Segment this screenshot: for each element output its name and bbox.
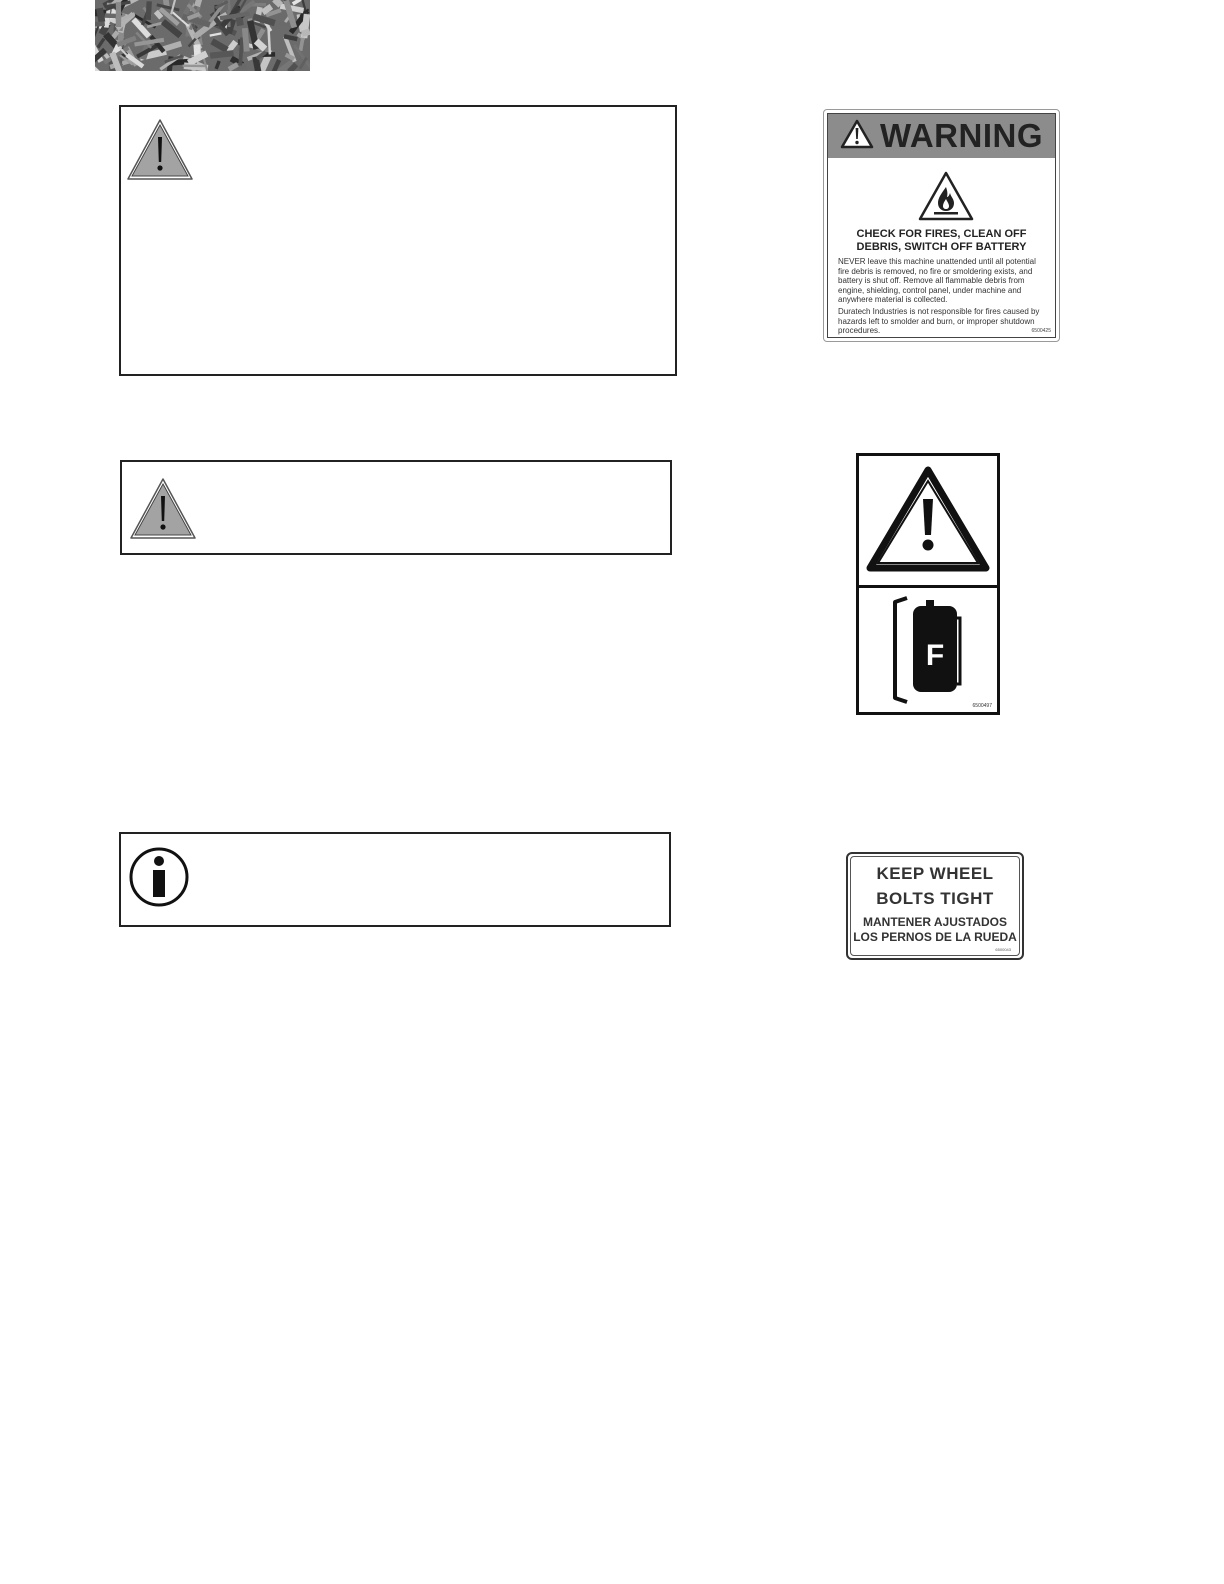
decal-title-line-2: DEBRIS, SWITCH OFF BATTERY <box>856 241 1027 253</box>
decal-body-paragraph: Duratech Industries is not responsible for fires caused by hazards left to smolder and burn, or improper shutdown procedures. <box>838 306 1040 336</box>
information-icon <box>128 846 190 908</box>
warning-triangle-icon <box>125 117 195 183</box>
fire-extinguisher-decal <box>856 453 1000 715</box>
decal-body-paragraph: NEVER leave this machine unattended until all potential fire debris is removed, no fire or smoldering exists, and battery is shut off. Remove all flammable debris from engine, shielding, control panel, under machine and anywhere material is collected. <box>838 257 1036 305</box>
fire-extinguisher-icon <box>859 588 997 712</box>
english-text <box>851 857 1019 911</box>
flammable-fire-icon <box>917 170 975 222</box>
english-line-1: KEEP WHEEL <box>876 864 994 883</box>
warning-triangle-icon <box>128 476 198 542</box>
spanish-text <box>851 915 1019 945</box>
wood-chip-texture-image <box>95 0 310 71</box>
fire-warning-decal <box>823 109 1060 342</box>
warning-symbol-panel <box>859 456 997 588</box>
part-number: 6500425 <box>1031 328 1051 334</box>
warning-triangle-icon <box>840 119 874 154</box>
decal-title-line-1: CHECK FOR FIRES, CLEAN OFF <box>856 228 1027 240</box>
decal-title <box>828 228 1055 254</box>
warning-callout-box <box>119 105 677 376</box>
part-number: 6500043 <box>995 947 1011 952</box>
signal-word: WARNING <box>880 117 1043 154</box>
decal-body <box>838 257 1047 338</box>
warning-triangle-icon <box>859 456 997 585</box>
english-line-2: BOLTS TIGHT <box>876 889 994 908</box>
spanish-line-2: LOS PERNOS DE LA RUEDA <box>853 930 1017 944</box>
extinguisher-class-letter: F <box>925 639 945 672</box>
part-number: 6500497 <box>972 703 992 709</box>
information-callout-box <box>119 832 671 927</box>
spanish-line-1: MANTENER AJUSTADOS <box>862 915 1007 929</box>
wheel-bolts-decal <box>846 852 1024 960</box>
extinguisher-symbol-panel <box>859 588 997 712</box>
warning-header-band <box>828 114 1055 158</box>
warning-callout-box <box>120 460 672 555</box>
